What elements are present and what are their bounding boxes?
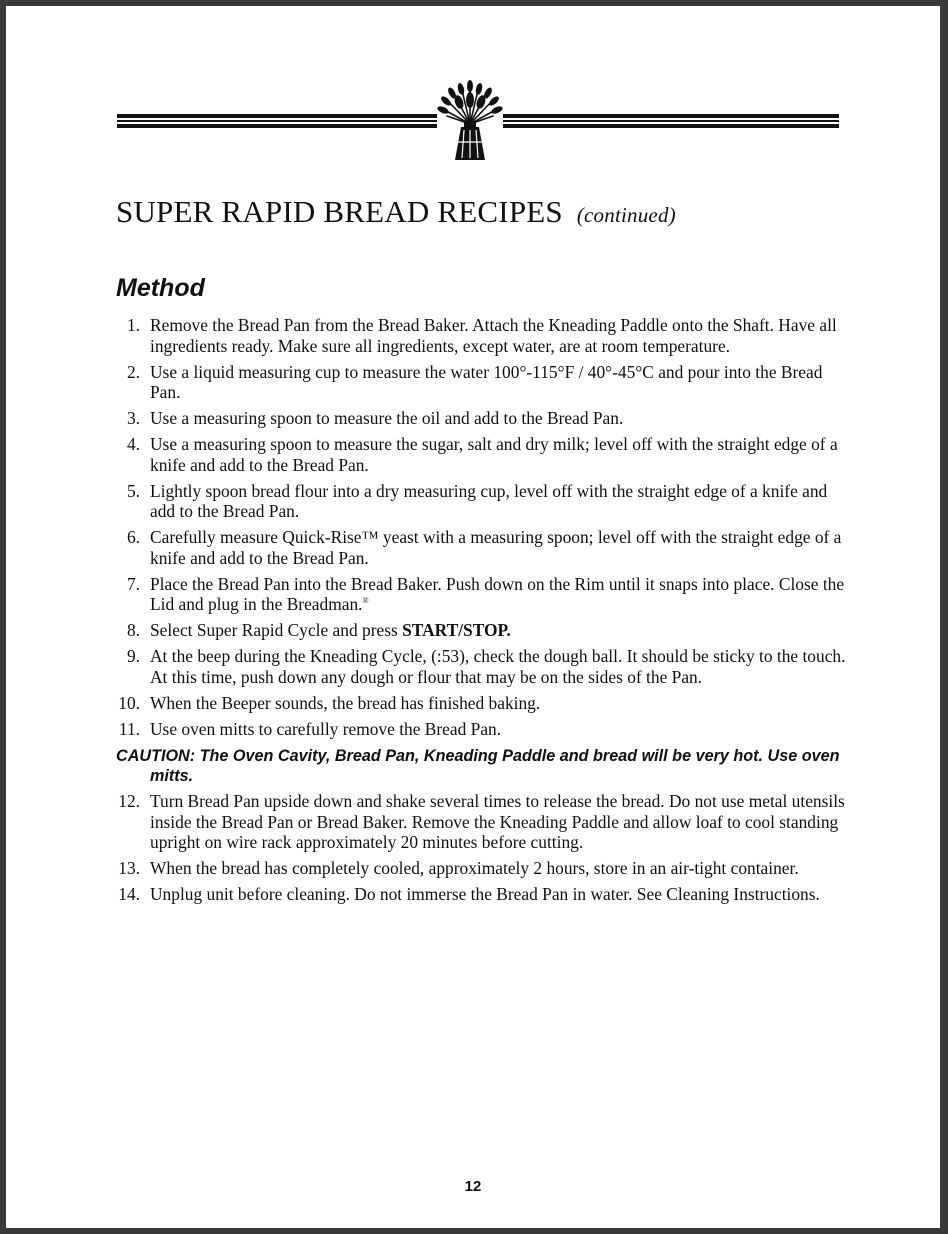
list-item: 7. Place the Bread Pan into the Bread Baker. Push down on the Rim until it snaps into place. Close the Lid and plug in the Breadman.® (126, 573, 845, 614)
page-number: 12 (464, 1178, 482, 1195)
list-item: 10. When the Beeper sounds, the bread has finished baking. (118, 692, 541, 713)
caution-note: CAUTION: The Oven Cavity, Bread Pan, Kneading Paddle and bread will be very hot. Use oven mitts. (116, 747, 840, 785)
list-item: 9. At the beep during the Kneading Cycle, (:53), check the dough ball. It should be sticky to the touch. At this time, push down any dough or flour that may be on the sides of the Pan. (126, 646, 846, 687)
title-suffix: (continued) (576, 203, 676, 227)
list-item: 1. Remove the Bread Pan from the Bread Baker. Attach the Kneading Paddle onto the Shaft. Have all ingredients ready. Make sure all ingredients, except water, are at room temperature. (126, 315, 837, 356)
method-heading: Method (116, 274, 205, 302)
method-steps (116, 315, 846, 910)
list-item: 11. Use oven mitts to carefully remove the Bread Pan. (118, 718, 502, 739)
list-item: 14. Unplug unit before cleaning. Do not immerse the Bread Pan in water. See Cleaning Instructions. (118, 884, 820, 904)
start-stop-label: START/STOP. (402, 620, 511, 640)
list-item: 6. Carefully measure Quick-Rise™ yeast with a measuring spoon; level off with the straight edge of a knife and add to the Bread Pan. (126, 527, 842, 568)
list-item: 4. Use a measuring spoon to measure the sugar, salt and dry milk; level off with the straight edge of a knife and add to the Bread Pan. (126, 434, 838, 475)
list-item: 3. Use a measuring spoon to measure the oil and add to the Bread Pan. (126, 408, 624, 428)
list-item: 5. Lightly spoon bread flour into a dry measuring cup, level off with the straight edge of a knife and add to the Bread Pan. (126, 480, 828, 521)
list-item: 8. Select Super Rapid Cycle and press START/STOP. (126, 620, 511, 640)
page-title: SUPER RAPID BREAD RECIPES (continued) (116, 194, 676, 229)
wheat-sheaf-icon (437, 80, 503, 164)
list-item: 12. Turn Bread Pan upside down and shake several times to release the bread. Do not use metal utensils inside the Bread Pan or Bread Baker. Remove the Kneading Paddle and allow loaf to cool standing upright on wire rack approximately 20 minutes before cutting. (118, 791, 845, 852)
registered-mark: ® (362, 596, 369, 606)
list-item: 13. When the bread has completely cooled, approximately 2 hours, store in an air-tight container. (118, 858, 799, 878)
document-page (6, 6, 940, 1228)
list-item: 2. Use a liquid measuring cup to measure the water 100°-115°F / 40°-45°C and pour into the Bread Pan. (126, 361, 823, 402)
